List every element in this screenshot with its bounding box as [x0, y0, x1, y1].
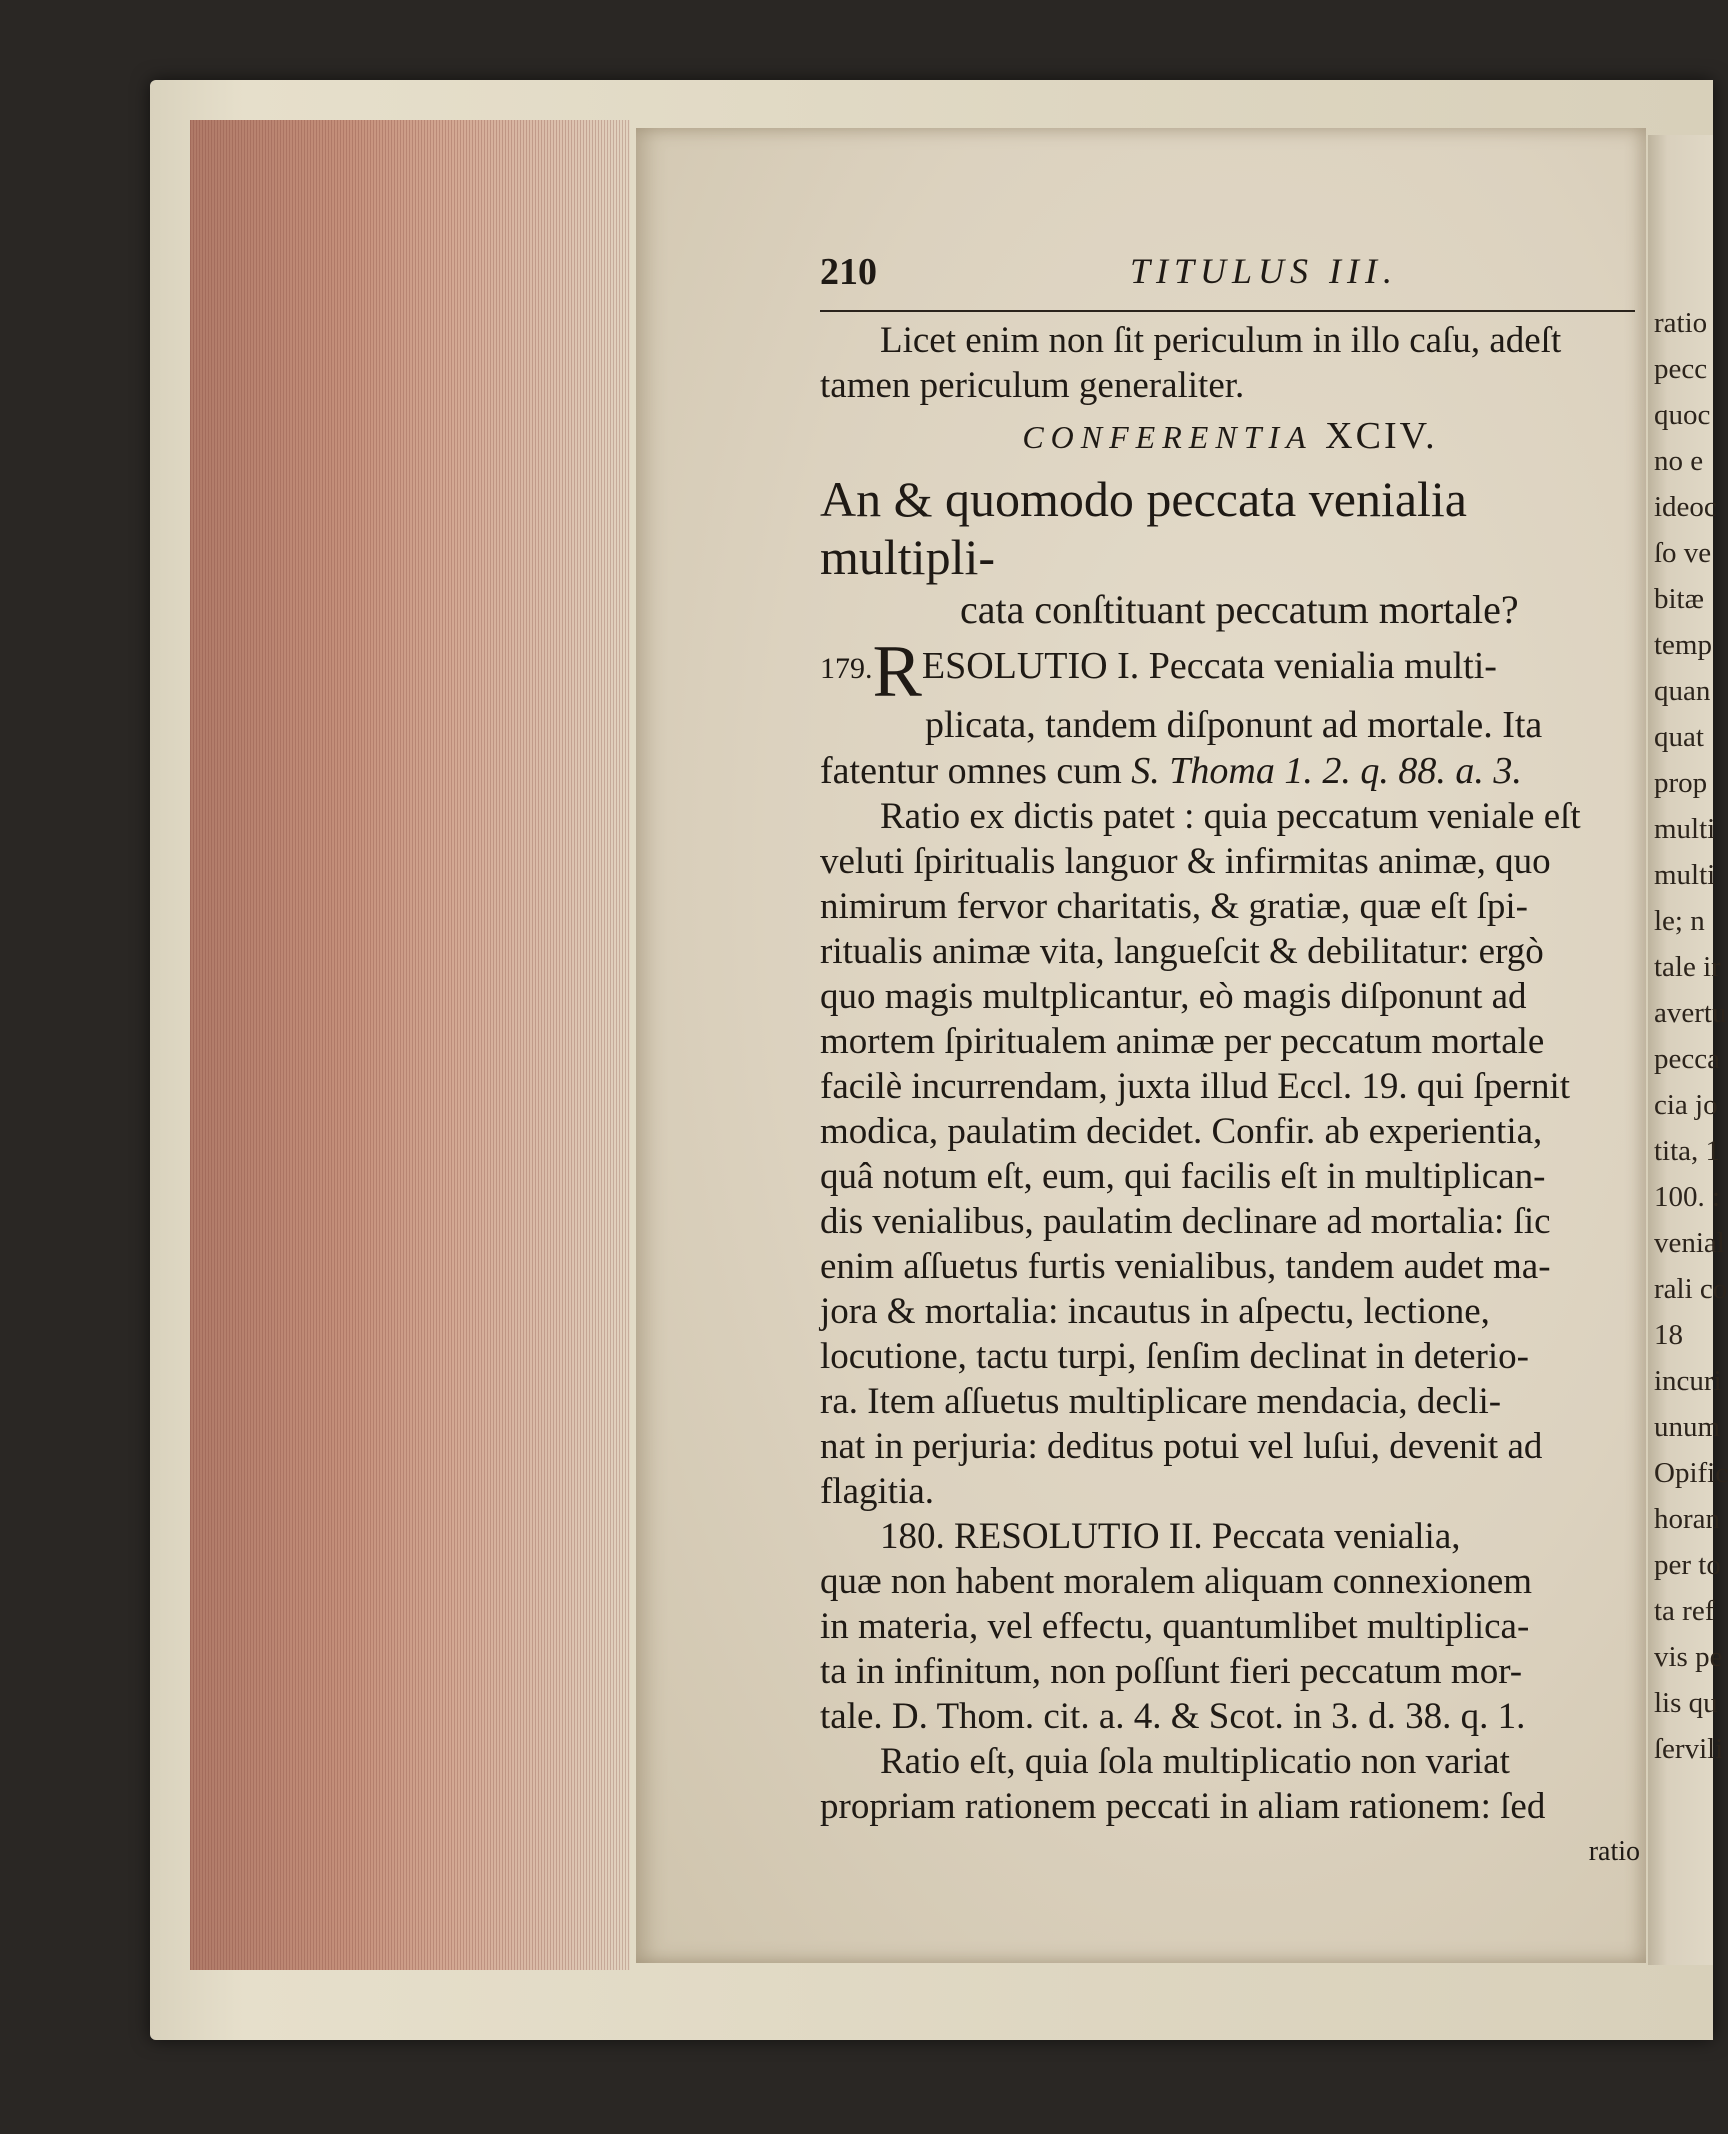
next-page-fragment: vis pe	[1654, 1641, 1723, 1673]
resolution-heading	[820, 631, 1640, 713]
resolution-citation	[820, 748, 1640, 794]
text-line: ritualis animæ vita, langueſcit & debilitatur: ergò	[820, 931, 1544, 972]
next-page-fragment: quoc	[1654, 399, 1711, 431]
text-line: propriam rationem peccati in aliam rationem: ſed	[820, 1786, 1546, 1827]
next-page-fragment: 18	[1654, 1319, 1683, 1351]
next-page-fragment: temp	[1654, 629, 1712, 661]
resolution-text: ESOLUTIO I. Peccata venialia multi-	[921, 645, 1497, 687]
next-page-fragment: ſervili	[1654, 1733, 1724, 1765]
next-page-fragment: ratio	[1654, 307, 1708, 339]
text-line: mortem ſpiritualem animæ per peccatum mortale	[820, 1021, 1545, 1062]
next-page-fragments	[1648, 300, 1728, 1772]
next-page-fragment: venial	[1654, 1227, 1725, 1259]
next-page-fragment: tita, 1	[1654, 1135, 1721, 1167]
text-line: ta in infinitum, non poſſunt fieri peccatum mor-	[820, 1651, 1523, 1692]
drop-cap: R	[872, 631, 922, 713]
next-page-fragment: per to	[1654, 1549, 1721, 1581]
question-line-1: An & quomodo peccata venialia multipli-	[820, 471, 1467, 585]
next-page-fragment: tale ir	[1654, 951, 1721, 983]
text-line: quo magis multplicantur, eò magis diſponunt ad	[820, 976, 1527, 1017]
text-line: Ratio eſt, quia ſola multiplicatio non variat	[880, 1741, 1510, 1782]
text-line: ratio	[1588, 1836, 1640, 1867]
next-page-fragment: incuri	[1654, 1365, 1722, 1397]
citation-ref: S. Thoma 1. 2. q. 88. a. 3.	[1131, 750, 1522, 792]
text-line: enim aſſuetus furtis venialibus, tandem audet ma-	[820, 1246, 1551, 1287]
conference-number: XCIV.	[1325, 415, 1438, 457]
next-page-fragment: bitæ	[1654, 583, 1704, 615]
text-line: jora & mortalia: incautus in aſpectu, lectione,	[820, 1291, 1490, 1332]
next-page-fragment: cia jo	[1654, 1089, 1718, 1121]
text-line: nimirum fervor charitatis, & gratiæ, quæ eſt ſpi-	[820, 886, 1528, 927]
next-page-fragment: lis qu	[1654, 1687, 1718, 1719]
conference-label: CONFERENTIA	[1022, 419, 1313, 455]
text-line: quâ notum eſt, eum, qui facilis eſt in multiplican-	[820, 1156, 1546, 1197]
next-page-fragment: pecc	[1654, 353, 1708, 385]
next-page-fragment: no e	[1654, 445, 1704, 477]
next-page-fragment: multi	[1654, 813, 1716, 845]
next-page-fragment: ta ref	[1654, 1595, 1715, 1627]
next-page-fragment: ſo ve	[1654, 537, 1712, 569]
conference-title	[820, 414, 1640, 460]
citation-prefix: fatentur omnes cum	[820, 750, 1132, 792]
text-line: in materia, vel effectu, quantumlibet multiplica-	[820, 1606, 1530, 1647]
next-page-fragment: horan	[1654, 1503, 1721, 1535]
next-page-fragment: quan	[1654, 675, 1711, 707]
next-page-fragment: prop	[1654, 767, 1708, 799]
text-line: locutione, tactu turpi, ſenſim declinat in deterio-	[820, 1336, 1529, 1377]
next-page-fragment: rali co	[1654, 1273, 1728, 1305]
page-header	[820, 250, 1635, 312]
next-page-fragment: pecca	[1654, 1043, 1720, 1075]
text-line: Ratio ex dictis patet : quia peccatum veniale eſt	[880, 796, 1581, 837]
question-line-2: cata conſtituant peccatum mortale?	[960, 587, 1519, 632]
text-line: flagitia.	[820, 1471, 935, 1512]
body-paragraph-2	[820, 1514, 1640, 1874]
text-line: quæ non habent moralem aliquam connexionem	[820, 1561, 1533, 1602]
next-page-edge	[1648, 135, 1728, 1965]
next-page-fragment: unum	[1654, 1411, 1721, 1443]
next-page-fragment: quat	[1654, 721, 1704, 753]
text-line: Licet enim non ſit periculum in illo caſu, adeſt	[880, 320, 1562, 361]
text-line: veluti ſpiritualis languor & infirmitas animæ, quo	[820, 841, 1551, 882]
next-page-fragment: le; n	[1654, 905, 1705, 937]
paragraph-number: 179.	[820, 652, 873, 685]
next-page-fragment: 100. :	[1654, 1181, 1721, 1213]
text-line: 180. RESOLUTIO II. Peccata venialia,	[880, 1516, 1461, 1557]
text-line: facilè incurrendam, juxta illud Eccl. 19. qui ſpernit	[820, 1066, 1571, 1107]
next-page-fragment: avertu	[1654, 997, 1727, 1029]
body-paragraph-1	[820, 794, 1640, 1514]
text-line: modica, paulatim decidet. Confir. ab experientia,	[820, 1111, 1543, 1152]
page-number: 210	[820, 251, 877, 293]
page-text	[820, 318, 1640, 1874]
text-line: tale. D. Thom. cit. a. 4. & Scot. in 3. d. 38. q. 1.	[820, 1696, 1526, 1737]
next-page-fragment: multi	[1654, 859, 1716, 891]
text-line: nat in perjuria: deditus potui vel luſui, devenit ad	[820, 1426, 1543, 1467]
next-page-fragment: ideoc	[1654, 491, 1717, 523]
running-head: TITULUS III.	[1130, 251, 1399, 291]
page-edges	[190, 120, 630, 1970]
text-line: tamen periculum generaliter.	[820, 365, 1245, 406]
text-line: ra. Item aſſuetus multiplicare mendacia, decli-	[820, 1381, 1502, 1422]
resolution-text: plicata, tandem diſponunt ad mortale. Ita	[925, 704, 1543, 746]
next-page-fragment: Opific	[1654, 1457, 1728, 1489]
text-line: dis venialibus, paulatim declinare ad mortalia: ſic	[820, 1201, 1551, 1242]
